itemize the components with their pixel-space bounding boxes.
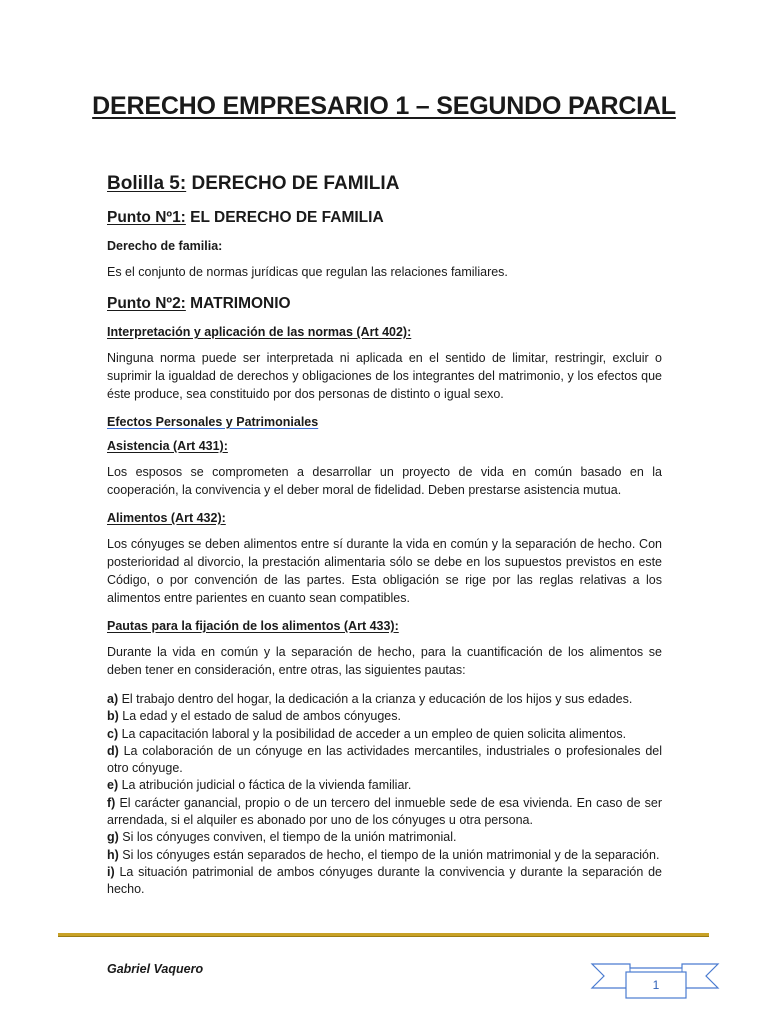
list-item-letter: f) — [107, 795, 116, 810]
list-item-letter: i) — [107, 864, 115, 879]
alimentos-heading: Alimentos (Art 432): — [107, 511, 226, 525]
list-item-letter: c) — [107, 726, 119, 741]
list-item-text: Si los cónyuges conviven, el tiempo de la unión matrimonial. — [118, 830, 457, 845]
footer-divider — [58, 933, 709, 937]
list-item — [107, 864, 662, 899]
punto1-body: Es el conjunto de normas jurídicas que regulan las relaciones familiares. — [107, 265, 508, 279]
punto1-label: Punto Nº1: — [107, 209, 186, 226]
pautas-list — [107, 691, 662, 899]
list-item — [107, 708, 662, 725]
list-item — [107, 777, 662, 794]
punto2-text: MATRIMONIO — [185, 295, 291, 312]
list-item-text: El trabajo dentro del hogar, la dedicación a la crianza y educación de los hijos y sus edades. — [118, 692, 633, 706]
list-item-text: El carácter ganancial, propio o de un tercero del inmueble sede de esa vivienda. En caso de ser arrendada, si el alquiler es abonado por uno de los cónyuges u otra persona. — [107, 795, 662, 828]
list-item-text: Si los cónyuges están separados de hecho, el tiempo de la unión matrimonial y de la separación. — [118, 847, 660, 862]
list-item-text: La capacitación laboral y la posibilidad de acceder a un empleo de quien solicita alimentos. — [118, 726, 627, 741]
asistencia-body: Los esposos se comprometen a desarrollar un proyecto de vida en común basado en la cooperación, la convivencia y el deber moral de fidelidad. Deben prestarse asistencia mutua. — [107, 465, 662, 497]
pautas-heading: Pautas para la fijación de los alimentos (Art 433): — [107, 619, 399, 633]
interpretacion-body: Ninguna norma puede ser interpretada ni aplicada en el sentido de limitar, restringir, excluir o suprimir la igualdad de derechos y obligaciones de los integrantes del matrimonio, y los efectos que éste produce, sea constituido por dos personas de distinto o igual sexo. — [107, 351, 662, 401]
list-item-letter: g) — [107, 830, 119, 845]
list-item-text: La situación patrimonial de ambos cónyuges durante la convivencia y durante la separación de hecho. — [107, 864, 662, 897]
list-item-text: La atribución judicial o fáctica de la vivienda familiar. — [118, 778, 412, 793]
page-number: 1 — [652, 978, 660, 992]
list-item — [107, 743, 662, 778]
alimentos-body: Los cónyuges se deben alimentos entre sí durante la vida en común y la separación de hecho. Con posterioridad al divorcio, la prestación alimentaria sólo se debe en los supuestos previstos en este Código, o por convención de las partes. Esta obligación se rige por las reglas relativas a los alimentos entre parientes en cuanto sean compatibles. — [107, 537, 662, 605]
footer-author: Gabriel Vaquero — [107, 962, 204, 976]
bolilla-text: DERECHO DE FAMILIA — [186, 173, 400, 194]
document-body — [107, 173, 662, 899]
punto2-label: Punto Nº2: — [107, 295, 186, 312]
list-item-letter: b) — [107, 709, 119, 724]
list-item — [107, 691, 662, 708]
asistencia-heading: Asistencia (Art 431): — [107, 439, 228, 453]
list-item-text: La colaboración de un cónyuge en las actividades mercantiles, industriales o profesionales del otro cónyuge. — [107, 743, 662, 776]
list-item-text: La edad y el estado de salud de ambos cónyuges. — [118, 709, 401, 724]
pautas-body: Durante la vida en común y la separación de hecho, para la cuantificación de los alimentos se deben tener en consideración, entre otras, las siguientes pautas: — [107, 645, 662, 677]
interpretacion-heading: Interpretación y aplicación de las normas (Art 402): — [107, 325, 412, 339]
list-item-letter: e) — [107, 778, 119, 793]
list-item-letter: h) — [107, 847, 119, 862]
efectos-heading: Efectos Personales y Patrimoniales — [107, 415, 319, 429]
page-title: DERECHO EMPRESARIO 1 – SEGUNDO PARCIAL — [92, 92, 676, 120]
punto1-text: EL DERECHO DE FAMILIA — [185, 209, 384, 226]
punto1-subtitle: Derecho de familia: — [107, 239, 223, 253]
list-item — [107, 847, 662, 864]
list-item — [107, 829, 662, 846]
bolilla-heading — [107, 173, 662, 195]
punto1-heading — [107, 209, 662, 227]
punto2-heading — [107, 295, 662, 313]
list-item — [107, 795, 662, 830]
list-item-letter: d) — [107, 743, 119, 758]
list-item-letter: a) — [107, 692, 119, 706]
bolilla-label: Bolilla 5: — [107, 173, 187, 194]
list-item — [107, 726, 662, 743]
